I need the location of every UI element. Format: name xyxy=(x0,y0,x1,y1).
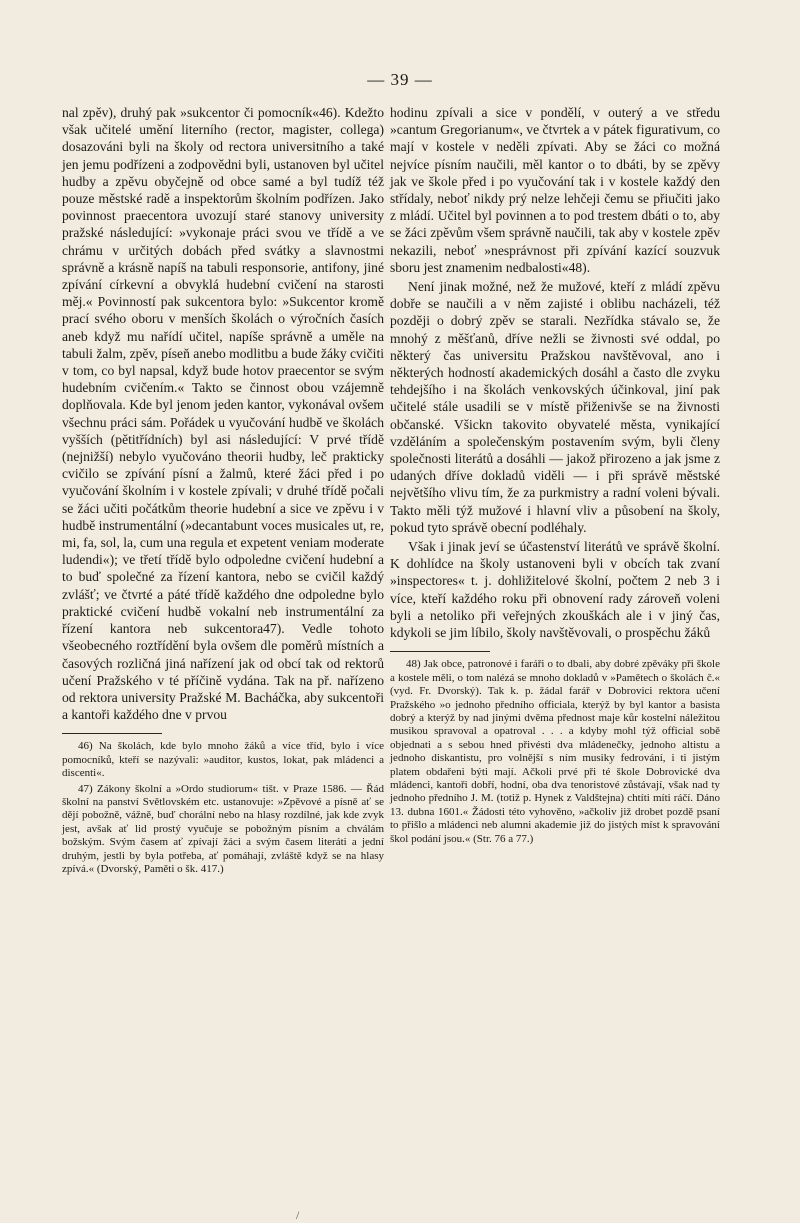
left-column xyxy=(62,104,384,876)
bottom-mark: / xyxy=(296,1208,300,1222)
right-paragraph-1: hodinu zpívali a sice v pondělí, v outerý a ve středu »cantum Gregorianum«, ve čtvrtek a v pátek figurativum, co mají v kostele v neděli zpívati. Aby se žáci co možná nejvíce písním naučili, měl kantor o to dbáti, by se zpěvy jak ve škole před i po vyučování tak i v kostele každý den střídaly, neboť nikdy prý nelze lehčeji čemu se přiučiti jako z mládí. Učitel byl povinnen a to pod trestem dbáti o to, aby se žáci zpěvům všem správně naučili, tak aby v kostele zpěv nekazili, neboť »nesprávnost při zpívání kazící souzvuk sboru jest znamenim nedbalosti«48). xyxy=(390,105,720,275)
right-column xyxy=(390,104,720,846)
right-paragraph-2: Není jinak možné, než že mužové, kteří z mládí zpěvu dobře se naučili a v něm zajisté i oblibu nacházeli, též později o dobrý zpěv se starali. Nezřídka stávalo se, že mnohý z měšťanů, dříve nežli se živnosti své oddal, po některý čas universitu Pražskou navštěvoval, ano i některých hodností akademických dosáhl a často dle zvyku tehdejšího i na školách venkovských účinkoval, jiní pak učitelé stále usadili se v místě přiženivše se na živnosti občanské. Všickn takovito obyvatelé města, vynikající vzděláním a společenským postavením svým, byli členy společnosti literátů a dosáhli — jakož přirozeno a jak jsme z udaných dříve dokladů viděli — i při správě městské největšího vlivu tím, že za purkmistry a radní voleni bývali. Takto měli týž mužové i hlavní vliv a působení na školy, pokud tyto správě obecní podléhaly. xyxy=(390,279,720,535)
footnote-separator-left xyxy=(62,733,162,734)
right-paragraph-3: Však i jinak jeví se účastenství literátů ve správě školní. K dohlídce na školy ustanoveni byli v obcích tak zvaní »inspectores« t. j. dohližitelové školní, počtem 2 neb 3 i více, kteří každého roku při obnovení rady zároveň voleni byli a netoliko při veřejných zkouškách ale i v jiný čas, kdykoli se jim líbilo, školy navštěvovali, o prospěchu žáků xyxy=(390,539,720,641)
left-paragraph-1: nal zpěv), druhý pak »sukcentor či pomocník«46). Kdežto však učitelé umění literního (rector, magister, collega) dosazováni byli na školy od rectora universitního a také jen jemu podřízeni a zodpovědni byli, ustanoven byl učitel hudby a zpěvu obyčejně od obce samé a byl tudíž též pouze městské radě a inspektorům školním podřízen. Jako povinnost praecentora uvozují staré stanovy university pražské následující: »vykonaje práci svou ve třídě a ve chrámu v určitých dobách před svátky a slavnostmi správně a krásně napíš na tabuli responsorie, antifony, jiné zpívání církevní a obvyklá hudební cvičení na starosti měj.« Povinností pak sukcentora bylo: »Sukcentor kromě prací svého oboru v menších školách o výročních časích aneb když mu nařídí učitel, napíše správně a uměle na tabuli žalm, zpěv, píseň anebo modlitbu a bude žáky cvičiti v tom, co byl napsal, když bude hotov praecentor se svým hudebním cvičením.« Takto se činnost obou vzájemně doplňovala. Kde byl jenom jeden kantor, vykonával ovšem všechnu práci sám. Pořádek u vyučování hudbě ve školách vyšších (pětitřídních) byl asi následující: V prvé třídě (nejnižší) nebylo vyučováno theorii hudby, leč prakticky cvičilo se zpívání písní a žalmů, které žáci před i po vyučování školním i v kostele zpívali; v druhé třídě počali se žáci učiti počátkům theorie hudební a sice ve zpěvu i v hudbě instrumentální (»decantabunt voces musicales ut, re, mi, fa, sol, la, cum una regula et expetent veniam moderate ludendi«); ve třetí třídě bylo odpoledne cvičení hudební a to buď společné za řízení kantora, nebo se cvičil každý zvlášť; ve čtvrté a páté třídě každého dne odpoledne bylo praktické cvičení hudbě vokalní neb instrumentální za řízení kantora neb sukcentora47). Vedle tohoto všeobecného roztřídění byla ovšem dle poměrů místních a časových rozličná jiná nařízení jak od obcí tak od rektorů učení Pražského v té příčině vydána. Tak na př. nařízeno od rektora university Pražské M. Bacháčka, aby sukcentoři a kantoři každého dne v prvou xyxy=(62,105,384,723)
footnote-46: 46) Na školách, kde bylo mnoho žáků a více tříd, bylo i více pomocníků, kteří se nazývali: »auditor, kustos, lokat, pak mládenci a discenti«. xyxy=(62,740,384,780)
page-number: — 39 — xyxy=(367,70,433,89)
footnote-47: 47) Zákony školní a »Ordo studiorum« tišt. v Praze 1586. — Řád školní na panství Světlovském etc. ustanovuje: »Zpěvové a písně ať se dějí pobožně, vážně, buď chorální nebo na hlasy rozdílné, jak kde zvyk jest, avšak ať lid prostý vyučuje se pobožným písním a chválám božským. Svým časem ať zpívají žáci a svým časem literáti a jední druhým, jestli by byla potřeba, ať pomáhají, zvláště když se na hlasy zpívá.« (Dvorský, Paměti o šk. 417.) xyxy=(62,782,384,875)
footnote-48: 48) Jak obce, patronové i faráři o to dbali, aby dobré zpěváky při škole a kostele měli, o tom nalézá se mnoho dokladů v »Pamětech o školách č.« (vyd. Fr. Dvorský). Tak k. p. žádal farář v Dobrovici rektora učení Pražského »o jednoho předního officiala, kterýž by byl kantor a basista dobrý a kterýž by nad jinými dvěma přednost maje kůr kostelní náležitou musikou spravoval a opatroval . . . a kdyby mohl týž official sobě objednati a s sebou hned přivésti dva mládenečky, jednoho altistu a jednoho diskantistu, pro volnější s ním musiky fedrování, i ti jistým platem obdařeni býti mají. Ačkoli prvé při té škole Dobrovické dva mládenci, kantoři dobří, hodní, oba dva tenoristové zůstávají, však nad ty jednoho předního J. M. (totiž p. Hynek z Valdštejna) chtíti míti ráčí. Dáno 13. dubna 1601.« Žádosti této vyhověno, »ačkoliv již drobet pozdě psaní to přišlo a mládenci neb alumni akademie již do jistých míst k spravování škol podání jsou.« (Str. 76 a 77.) xyxy=(390,658,720,845)
footnote-separator-right xyxy=(390,651,490,652)
